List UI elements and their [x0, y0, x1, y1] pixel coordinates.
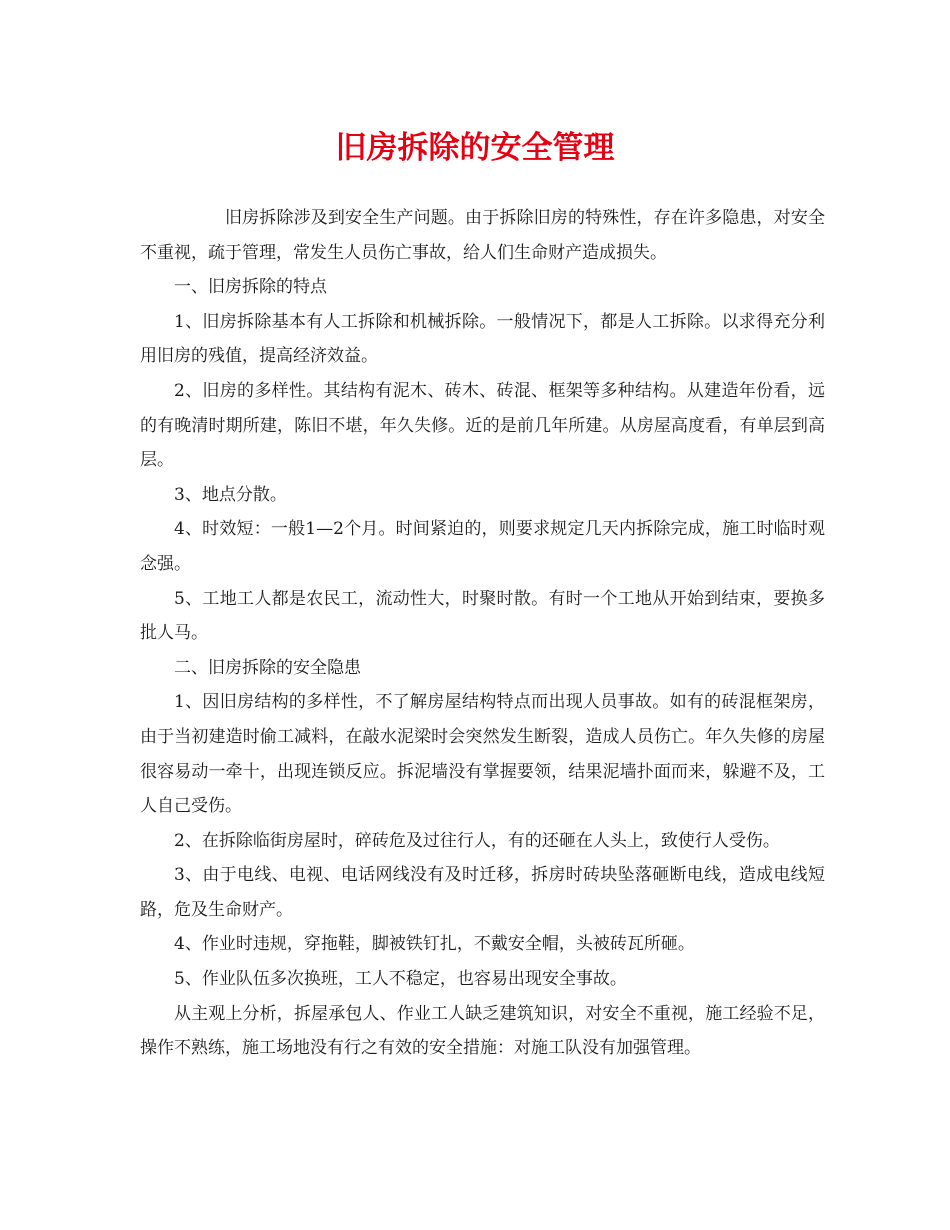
- paragraph-hazard-2: 2、在拆除临街房屋时，碎砖危及过往行人，有的还砸在人头上，致使行人受伤。: [174, 830, 780, 851]
- paragraph-feature-4: 4、时效短：一般1—2个月。时间紧迫的，则要求规定几天内拆除完成，施工时临时观念强。: [140, 519, 825, 574]
- paragraph-analysis: 从主观上分析，拆屋承包人、作业工人缺乏建筑知识，对安全不重视，施工经验不足，操作不熟练，施工场地没有行之有效的安全措施：对施工队没有加强管理。: [140, 1003, 825, 1059]
- section-heading-features: 一、旧房拆除的特点: [174, 277, 327, 298]
- paragraph-feature-5: 5、工地工人都是农民工，流动性大，时聚时散。有时一个工地从开始到结束，要换多批人马。: [140, 588, 825, 644]
- section-heading-hazards: 二、旧房拆除的安全隐患: [174, 657, 361, 678]
- paragraph-hazard-1: 1、因旧房结构的多样性，不了解房屋结构特点而出现人员事故。如有的砖混框架房，由于当初建造时偷工减料，在敲水泥梁时会突然发生断裂，造成人员伤亡。年久失修的房屋很容易动一牵十，出现连锁反应。拆泥墙没有掌握要领，结果泥墙扑面而来，躲避不及，工人自己受伤。: [140, 692, 825, 817]
- paragraph-feature-2: 2、旧房的多样性。其结构有泥木、砖木、砖混、框架等多种结构。从建造年份看，远的有晚清时期所建，陈旧不堪，年久失修。近的是前几年所建。从房屋高度看，有单层到高层。: [140, 380, 825, 471]
- paragraph-feature-1: 1、旧房拆除基本有人工拆除和机械拆除。一般情况下，都是人工拆除。以求得充分利用旧房的残值，提高经济效益。: [140, 311, 825, 367]
- paragraph-feature-3: 3、地点分散。: [174, 484, 287, 505]
- paragraph-hazard-4: 4、作业时违规，穿拖鞋，脚被铁钉扎，不戴安全帽，头被砖瓦所砸。: [174, 934, 695, 955]
- paragraph-hazard-3: 3、由于电线、电视、电话网线没有及时迁移，拆房时砖块坠落砸断电线，造成电线短路，危及生命财产。: [140, 865, 825, 920]
- intro-paragraph: 旧房拆除涉及到安全生产问题。由于拆除旧房的特殊性，存在许多隐患，对安全不重视，疏于管理，常发生人员伤亡事故，给人们生命财产造成损失。: [140, 208, 825, 263]
- paragraph-hazard-5: 5、作业队伍多次换班，工人不稳定，也容易出现安全事故。: [174, 969, 627, 990]
- document-body: [140, 201, 825, 1066]
- page-title: 旧房拆除的安全管理: [335, 130, 615, 166]
